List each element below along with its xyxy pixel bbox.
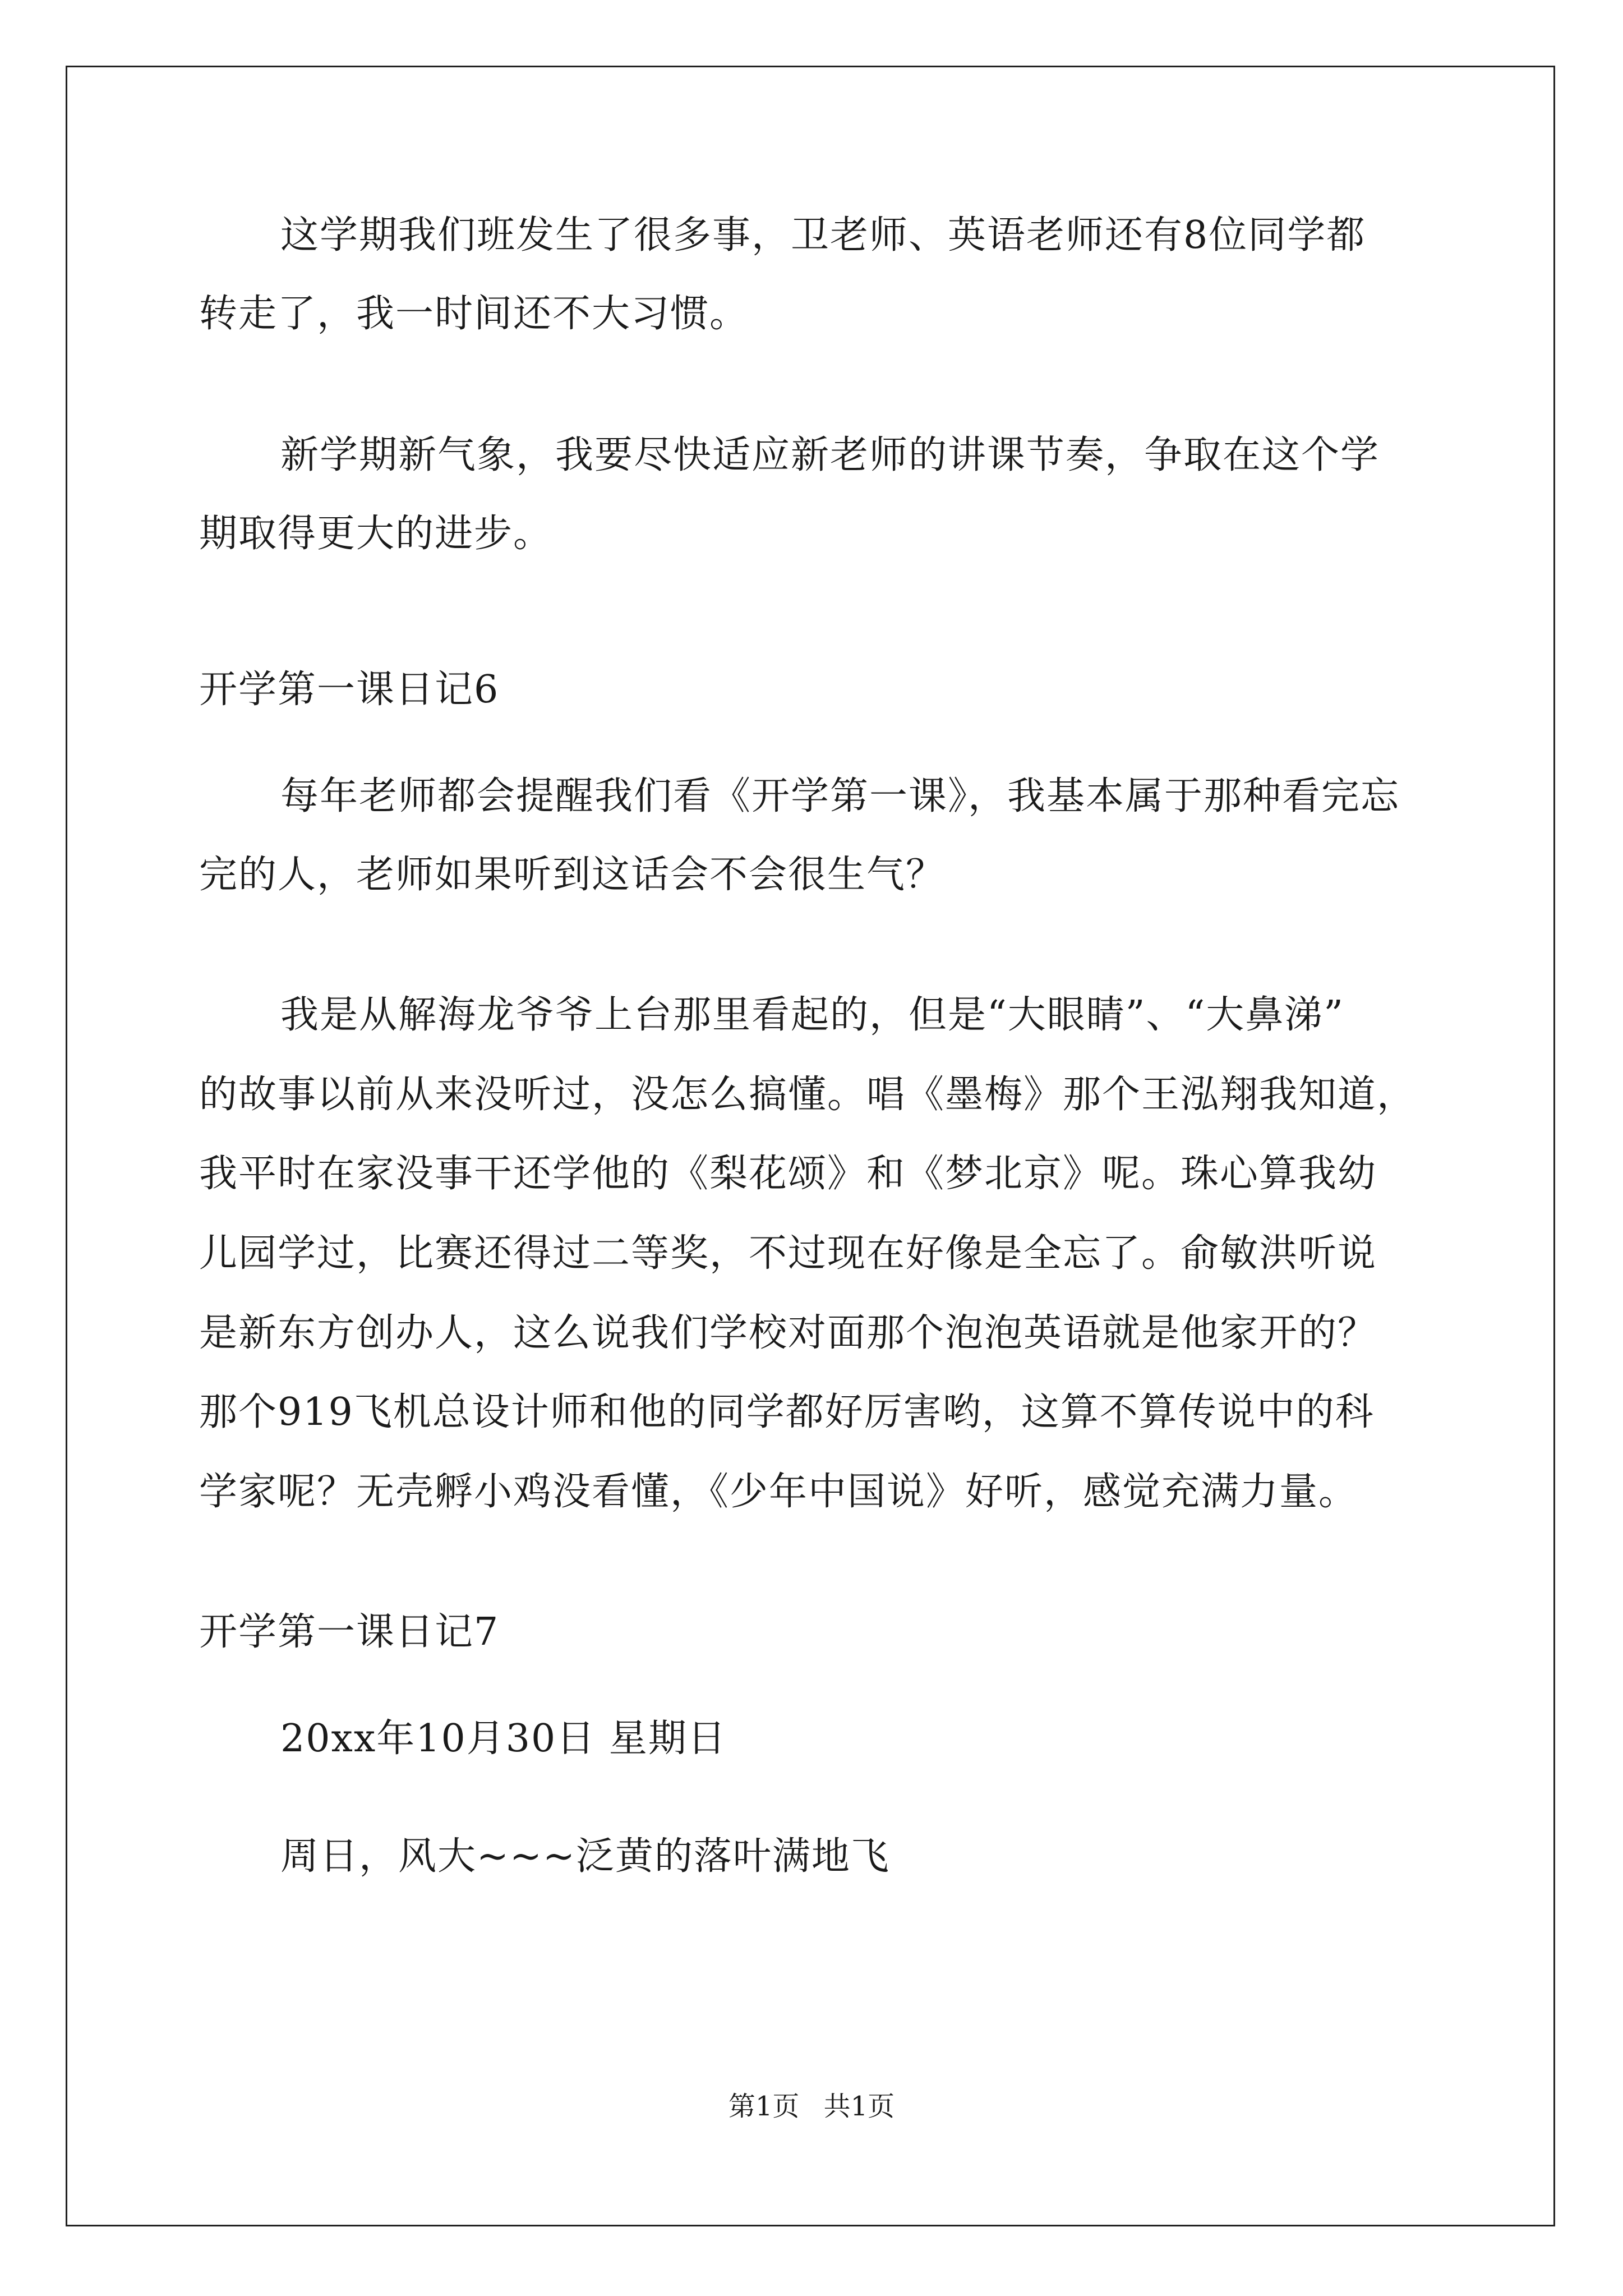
paragraph-line: 我平时在家没事干还学他的《梨花颂》和《梦北京》呢。珠心算我幼 xyxy=(199,1152,1377,1196)
paragraph-line: 儿园学过，比赛还得过二等奖，不过现在好像是全忘了。俞敏洪听说 xyxy=(199,1231,1377,1276)
paragraph-line: 的故事以前从来没听过，没怎么搞懂。唱《墨梅》那个王泓翔我知道， xyxy=(199,1073,1417,1117)
paragraph-line: 每年老师都会提醒我们看《开学第一课》，我基本属于那种看完忘 xyxy=(280,774,1400,818)
paragraph-line: 新学期新气象，我要尽快适应新老师的讲课节奏，争取在这个学 xyxy=(280,433,1380,477)
paragraph-line: 这学期我们班发生了很多事，卫老师、英语老师还有8位同学都 xyxy=(280,213,1366,257)
paragraph-line: 那个919飞机总设计师和他的同学都好厉害哟，这算不算传说中的科 xyxy=(199,1390,1375,1434)
paragraph-line: 期取得更大的进步。 xyxy=(199,512,553,556)
paragraph-line: 转走了，我一时间还不大习惯。 xyxy=(199,292,749,336)
date-line: 20xx年10月30日 星期日 xyxy=(280,1717,727,1761)
page-border xyxy=(66,66,1555,2226)
paragraph-line: 是新东方创办人，这么说我们学校对面那个泡泡英语就是他家开的？ xyxy=(199,1311,1377,1355)
section-heading: 开学第一课日记7 xyxy=(199,1610,500,1654)
paragraph-line: 周日，风大~~~泛黄的落叶满地飞 xyxy=(280,1834,890,1879)
paragraph-line: 学家呢？无壳孵小鸡没看懂，《少年中国说》好听，感觉充满力量。 xyxy=(199,1470,1358,1514)
page-footer xyxy=(0,2090,1623,2123)
section-heading: 开学第一课日记6 xyxy=(199,668,500,712)
paragraph-line: 我是从解海龙爷爷上台那里看起的，但是“大眼睛”、“大鼻涕” xyxy=(280,993,1345,1037)
page-total: 共1页 xyxy=(823,2091,895,2122)
page-number: 第1页 xyxy=(728,2091,800,2122)
paragraph-line: 完的人，老师如果听到这话会不会很生气？ xyxy=(199,853,946,897)
